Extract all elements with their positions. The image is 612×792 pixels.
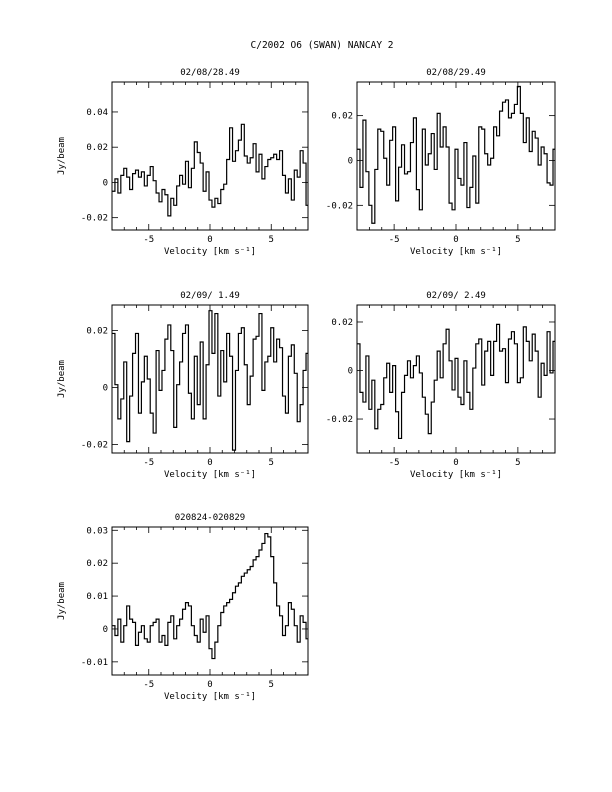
spectrum-panel-5 [57, 513, 447, 702]
x-tick-label: -5 [143, 235, 155, 245]
spectrum-trace [357, 86, 612, 223]
x-tick-label: 5 [515, 458, 521, 468]
y-axis-label: Jy/beam [57, 137, 67, 175]
x-tick-label: 5 [268, 235, 274, 245]
x-tick-label: -5 [143, 680, 155, 690]
x-tick-label: -5 [388, 458, 400, 468]
x-tick-label: 0 [453, 235, 459, 245]
x-axis-label: Velocity [km s⁻¹] [409, 470, 503, 480]
panel-title: 02/09/ 2.49 [426, 291, 486, 301]
spectrum-panel-2 [326, 68, 612, 257]
plot-frame [357, 82, 555, 230]
plot-frame [112, 305, 308, 453]
y-tick-label: 0 [102, 178, 108, 189]
y-tick-label: 0.03 [86, 526, 108, 537]
y-tick-label: 0 [102, 383, 108, 394]
x-tick-label: 5 [515, 235, 521, 245]
y-tick-label: 0.04 [86, 107, 108, 118]
x-tick-label: 5 [268, 680, 274, 690]
spectrum-panel-1 [57, 68, 447, 257]
panel-title: 020824-020829 [174, 513, 246, 523]
spectrum-trace [112, 87, 447, 216]
x-axis-label: Velocity [km s⁻¹] [163, 247, 257, 257]
x-axis-label: Velocity [km s⁻¹] [163, 470, 257, 480]
y-tick-label: -0.02 [80, 213, 108, 224]
y-tick-label: -0.01 [80, 657, 108, 668]
x-tick-label: -5 [388, 235, 400, 245]
x-tick-label: 0 [453, 458, 459, 468]
x-tick-label: 0 [207, 458, 213, 468]
spectrum-trace [112, 311, 450, 450]
y-tick-label: 0.02 [331, 317, 353, 328]
y-tick-label: -0.02 [325, 201, 353, 212]
y-tick-label: -0.02 [80, 440, 108, 451]
plot-frame [112, 82, 308, 230]
spectrum-trace [112, 534, 447, 666]
plot-grid [57, 68, 612, 702]
y-tick-label: 0.02 [331, 111, 353, 122]
y-axis-label: Jy/beam [57, 360, 67, 398]
spectrum-panel-4 [326, 291, 612, 480]
y-tick-label: 0 [347, 366, 353, 377]
x-tick-label: -5 [143, 458, 155, 468]
x-tick-label: 0 [207, 680, 213, 690]
x-tick-label: 0 [207, 235, 213, 245]
y-tick-label: 0.02 [86, 326, 108, 337]
x-axis-label: Velocity [km s⁻¹] [409, 247, 503, 257]
spectrum-panel-3 [57, 291, 450, 480]
figure-title: C/2002 O6 (SWAN) NANCAY 2 [250, 40, 394, 51]
x-axis-label: Velocity [km s⁻¹] [163, 692, 257, 702]
y-tick-label: 0.01 [86, 592, 108, 603]
y-tick-label: 0.02 [86, 143, 108, 154]
panel-title: 02/08/28.49 [180, 68, 240, 78]
panel-title: 02/08/29.49 [426, 68, 486, 78]
panel-title: 02/09/ 1.49 [180, 291, 240, 301]
y-tick-label: 0 [347, 156, 353, 167]
y-axis-label: Jy/beam [57, 582, 67, 620]
spectrum-trace [357, 317, 612, 438]
y-tick-label: 0.02 [86, 559, 108, 570]
y-tick-label: -0.02 [325, 415, 353, 426]
x-tick-label: 5 [268, 458, 274, 468]
y-tick-label: 0 [102, 624, 108, 635]
plot-frame [112, 527, 308, 675]
